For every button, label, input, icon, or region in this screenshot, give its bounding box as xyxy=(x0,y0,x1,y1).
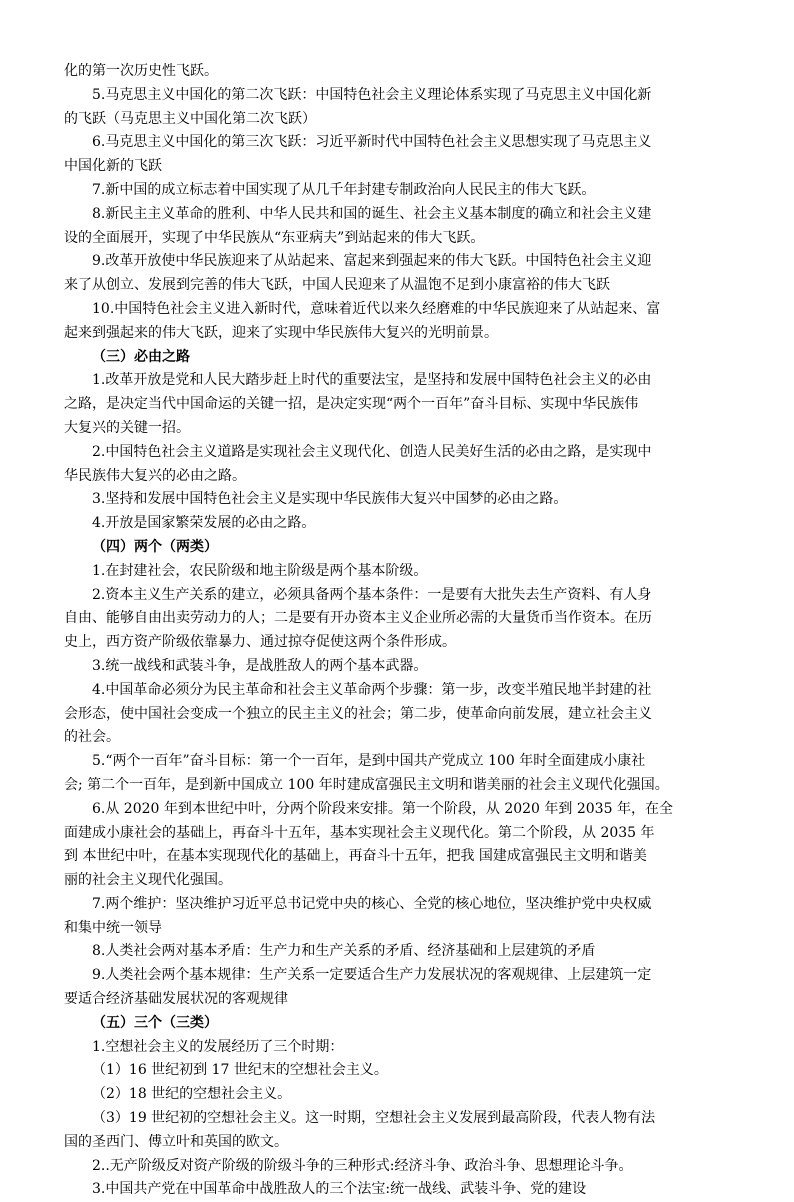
paragraph-line: 1.改革开放是党和人民大踏步赶上时代的重要法宝，是坚持和发展中国特色社会主义的必由 xyxy=(92,372,652,389)
paragraph-line: 9.人类社会两个基本规律：生产关系一定要适合生产力发展状况的客观规律、上层建筑一定 xyxy=(92,967,652,984)
paragraph-line: 1.空想社会主义的发展经历了三个时期： xyxy=(92,1038,344,1055)
paragraph-line: 3.统一战线和武装斗争，是战胜敌人的两个基本武器。 xyxy=(92,657,428,674)
section-heading: （五）三个（三类） xyxy=(92,1014,218,1031)
paragraph-line: 2..无产阶级反对资产阶级的阶级斗争的三种形式:经济斗争、政治斗争、思想理论斗争。 xyxy=(92,1157,633,1174)
paragraph-line: 和集中统一领导 xyxy=(64,919,162,936)
paragraph-line: 会形态，使中国社会变成一个独立的民主主义的社会；第二步，使革命向前发展，建立社会主义 xyxy=(64,705,652,722)
paragraph-line: 国的圣西门、傅立叶和英国的欧文。 xyxy=(64,1133,288,1150)
paragraph-line: 6.从 2020 年到本世纪中叶，分两个阶段来安排。第一个阶段，从 2020 年到 2035 年，在全 xyxy=(92,800,673,817)
paragraph-line: 会; 第二个一百年，是到新中国成立 100 年时建成富强民主文明和谐美丽的社会主义现代化强国。 xyxy=(64,776,669,793)
paragraph-line: 中国化新的飞跃 xyxy=(64,158,162,175)
paragraph-line: 大复兴的关键一招。 xyxy=(64,419,190,436)
paragraph-line: 8.人类社会两对基本矛盾：生产力和生产关系的矛盾、经济基础和上层建筑的矛盾 xyxy=(92,943,596,960)
paragraph-line: 之路，是决定当代中国命运的关键一招，是决定实现“两个一百年”奋斗目标、实现中华民族伟 xyxy=(64,396,639,413)
paragraph-line: 3.坚持和发展中国特色社会主义是实现中华民族伟大复兴中国梦的必由之路。 xyxy=(92,491,568,508)
paragraph-line: 2.资本主义生产关系的建立，必须具备两个基本条件：一是要有大批失去生产资料、有人身 xyxy=(92,586,652,603)
paragraph-line: 丽的社会主义现代化强国。 xyxy=(64,872,232,889)
paragraph-line: 8.新民主主义革命的胜利、中华人民共和国的诞生、社会主义基本制度的确立和社会主义建 xyxy=(92,205,652,222)
paragraph-line: 化的第一次历史性飞跃。 xyxy=(64,63,218,79)
paragraph-line: 起来到强起来的伟大飞跃，迎来了实现中华民族伟大复兴的光明前景。 xyxy=(64,324,498,341)
paragraph-line: 10.中国特色社会主义进入新时代，意味着近代以来久经磨难的中华民族迎来了从站起来、富 xyxy=(92,300,661,317)
paragraph-line: 来了从创立、发展到完善的伟大飞跃，中国人民迎来了从温饱不足到小康富裕的伟大飞跃 xyxy=(64,277,610,294)
paragraph-line: 2.中国特色社会主义道路是实现社会主义现代化、创造人民美好生活的必由之路，是实现中 xyxy=(92,443,652,460)
paragraph-line: 面建成小康社会的基础上，再奋斗十五年，基本实现社会主义现代化。第二个阶段，从 2035 年 xyxy=(64,824,655,841)
paragraph-line: （3）19 世纪初的空想社会主义。这一时期，空想社会主义发展到最高阶段，代表人物有法 xyxy=(92,1110,656,1127)
paragraph-line: 到 本世纪中叶，在基本实现现代化的基础上，再奋斗十五年，把我 国建成富强民主文明和谐美 xyxy=(64,848,647,865)
paragraph-line: 5.“两个一百年”奋斗目标：第一个一百年，是到中国共产党成立 100 年时全面建成小康社 xyxy=(92,753,646,770)
paragraph-line: 要适合经济基础发展状况的客观规律 xyxy=(64,991,288,1008)
paragraph-line: 7.新中国的成立标志着中国实现了从几千年封建专制政治向人民民主的伟大飞跃。 xyxy=(92,181,596,198)
paragraph-line: （2）18 世纪的空想社会主义。 xyxy=(92,1086,292,1103)
paragraph-line: 9.改革开放使中华民族迎来了从站起来、富起来到强起来的伟大飞跃。中国特色社会主义迎 xyxy=(92,253,652,270)
paragraph-line: 4.中国革命必须分为民主革命和社会主义革命两个步骤：第一步，改变半殖民地半封建的社 xyxy=(92,681,652,698)
paragraph-line: 1.在封建社会，农民阶级和地主阶级是两个基本阶级。 xyxy=(92,562,428,579)
paragraph-line: 5.马克思主义中国化的第二次飞跃：中国特色社会主义理论体系实现了马克思主义中国化新 xyxy=(92,86,652,103)
section-heading: （三）必由之路 xyxy=(92,348,190,365)
paragraph-line: 7.两个维护：坚决维护习近平总书记党中央的核心、全党的核心地位，坚决维护党中央权威 xyxy=(92,895,652,912)
document-body xyxy=(64,60,736,1202)
paragraph-line: 4.开放是国家繁荣发展的必由之路。 xyxy=(92,515,316,532)
section-heading: （四）两个（两类） xyxy=(92,538,218,555)
paragraph-line: 史上，西方资产阶级依靠暴力、通过掠夺促使这两个条件形成。 xyxy=(64,634,456,651)
paragraph-line: 的社会。 xyxy=(64,729,120,746)
paragraph-line: （1）16 世纪初到 17 世纪末的空想社会主义。 xyxy=(92,1062,388,1079)
paragraph-line: 设的全面展开，实现了中华民族从“东亚病夫”到站起来的伟大飞跃。 xyxy=(64,229,485,246)
paragraph-line: 3.中国共产党在中国革命中战胜敌人的三个法宝:统一战线、武装斗争、党的建设 xyxy=(92,1181,587,1198)
paragraph-line: 自由、能够自由出卖劳动力的人；二是要有开办资本主义企业所必需的大量货币当作资本。在历 xyxy=(64,610,652,627)
paragraph-line: 的飞跃（马克思主义中国化第二次飞跃） xyxy=(64,110,316,127)
paragraph-line: 6.马克思主义中国化的第三次飞跃：习近平新时代中国特色社会主义思想实现了马克思主义 xyxy=(92,134,652,151)
paragraph-line: 华民族伟大复兴的必由之路。 xyxy=(64,467,246,484)
